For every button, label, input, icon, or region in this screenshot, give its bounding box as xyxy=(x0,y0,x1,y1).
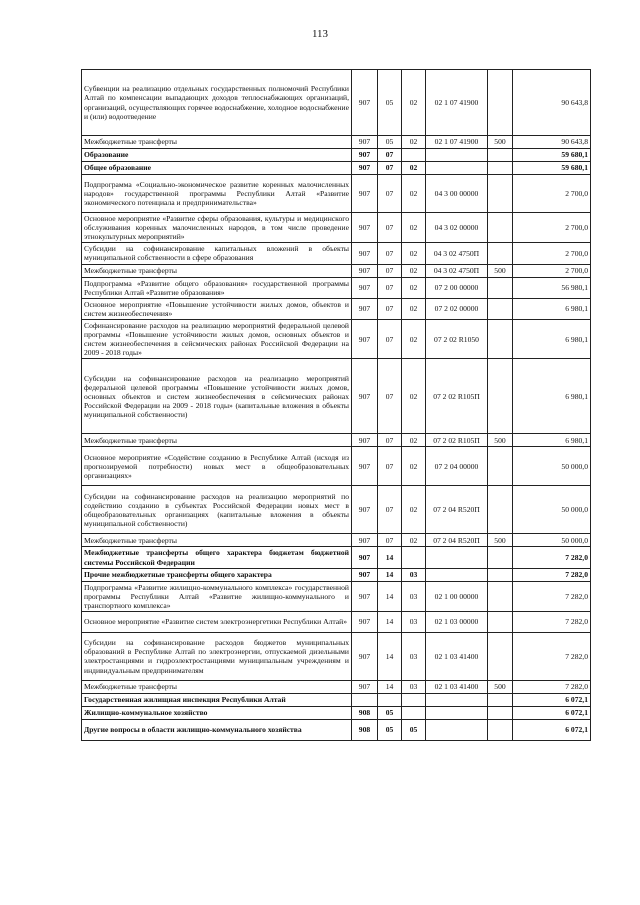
row-expense-type xyxy=(488,568,513,581)
row-amount: 6 980,1 xyxy=(513,298,591,319)
row-expense-type xyxy=(488,70,513,136)
table-row xyxy=(82,706,591,719)
row-grbs-code: 907 xyxy=(352,264,378,277)
row-section-code: 07 xyxy=(378,534,402,547)
row-grbs-code: 907 xyxy=(352,213,378,243)
row-subsection-code: 03 xyxy=(402,568,426,581)
row-grbs-code: 907 xyxy=(352,136,378,149)
row-amount: 7 282,0 xyxy=(513,581,591,611)
row-subsection-code: 02 xyxy=(402,70,426,136)
row-expense-type: 500 xyxy=(488,434,513,447)
row-name: Межбюджетные трансферты xyxy=(82,680,352,693)
row-amount: 50 000,0 xyxy=(513,447,591,486)
row-amount: 2 700,0 xyxy=(513,175,591,213)
row-grbs-code: 908 xyxy=(352,706,378,719)
row-expense-type xyxy=(488,693,513,706)
row-amount: 90 643,8 xyxy=(513,70,591,136)
row-grbs-code: 907 xyxy=(352,447,378,486)
row-expense-type xyxy=(488,581,513,611)
row-subsection-code xyxy=(402,706,426,719)
table-row xyxy=(82,359,591,434)
table-row xyxy=(82,175,591,213)
row-section-code: 05 xyxy=(378,719,402,740)
row-name: Межбюджетные трансферты xyxy=(82,264,352,277)
row-expense-type: 500 xyxy=(488,264,513,277)
table-row xyxy=(82,277,591,298)
table-row xyxy=(82,693,591,706)
row-amount: 90 643,8 xyxy=(513,136,591,149)
row-target-article xyxy=(426,568,488,581)
row-section-code: 14 xyxy=(378,547,402,568)
row-target-article: 04 3 02 00000 xyxy=(426,213,488,243)
row-section-code: 14 xyxy=(378,568,402,581)
row-name: Субсидии на софинансирование расходов на реализацию мероприятий федеральной целевой программы «Повышение устойчивости жилых домов, основных объектов и систем жизнеобеспечения в сейсмических районах Российской Федерации на 2009 - 2018 годы» (капитальные вложения в объекты муниципальной собственности) xyxy=(82,359,352,434)
row-section-code: 14 xyxy=(378,632,402,680)
row-expense-type xyxy=(488,243,513,264)
row-amount: 7 282,0 xyxy=(513,611,591,632)
row-name: Основное мероприятие «Развитие сферы образования, культуры и медицинского обслуживания коренных малочисленных народов, в том числе проведение этнокультурных мероприятий» xyxy=(82,213,352,243)
row-section-code: 07 xyxy=(378,149,402,162)
row-grbs-code: 907 xyxy=(352,70,378,136)
table-row xyxy=(82,213,591,243)
page-number: 113 xyxy=(311,28,329,40)
row-name: Софинансирование расходов на реализацию мероприятий федеральной целевой программы «Повышение устойчивости жилых домов, основных объектов и систем жизнеобеспечения в сейсмических районах Российской Федерации на 2009 - 2018 годы» xyxy=(82,319,352,358)
table-row xyxy=(82,447,591,486)
row-subsection-code xyxy=(402,693,426,706)
row-target-article: 02 1 00 00000 xyxy=(426,581,488,611)
table-row xyxy=(82,149,591,162)
row-amount: 7 282,0 xyxy=(513,680,591,693)
row-grbs-code: 907 xyxy=(352,486,378,534)
row-grbs-code xyxy=(352,693,378,706)
row-expense-type xyxy=(488,611,513,632)
table-row xyxy=(82,243,591,264)
row-subsection-code: 03 xyxy=(402,581,426,611)
row-amount: 6 980,1 xyxy=(513,434,591,447)
row-name: Основное мероприятие «Повышение устойчивости жилых домов, объектов и систем жизнеобеспечения» xyxy=(82,298,352,319)
row-subsection-code: 02 xyxy=(402,136,426,149)
row-target-article: 02 1 03 41400 xyxy=(426,680,488,693)
row-amount: 2 700,0 xyxy=(513,213,591,243)
table-row xyxy=(82,319,591,358)
row-target-article: 07 2 02 R105П xyxy=(426,359,488,434)
row-grbs-code: 907 xyxy=(352,680,378,693)
row-subsection-code xyxy=(402,547,426,568)
row-target-article: 02 1 03 41400 xyxy=(426,632,488,680)
row-subsection-code: 02 xyxy=(402,359,426,434)
row-section-code: 07 xyxy=(378,434,402,447)
row-section-code: 07 xyxy=(378,175,402,213)
row-section-code: 07 xyxy=(378,359,402,434)
row-name: Общее образование xyxy=(82,162,352,175)
row-grbs-code: 907 xyxy=(352,632,378,680)
row-subsection-code: 02 xyxy=(402,162,426,175)
row-amount: 6 072,1 xyxy=(513,719,591,740)
table-row xyxy=(82,632,591,680)
row-section-code: 07 xyxy=(378,447,402,486)
row-name: Субсидии на софинансирование капитальных вложений в объекты муниципальной собственности в сфере образования xyxy=(82,243,352,264)
row-grbs-code: 908 xyxy=(352,719,378,740)
row-amount: 6 980,1 xyxy=(513,319,591,358)
row-name: Подпрограмма «Социально-экономическое развитие коренных малочисленных народов» государственной программы Республики Алтай «Развитие экономического потенциала и предпринимательства» xyxy=(82,175,352,213)
row-expense-type xyxy=(488,298,513,319)
row-amount: 6 980,1 xyxy=(513,359,591,434)
row-expense-type xyxy=(488,719,513,740)
row-expense-type xyxy=(488,319,513,358)
row-subsection-code: 02 xyxy=(402,319,426,358)
row-subsection-code: 02 xyxy=(402,175,426,213)
table-row xyxy=(82,70,591,136)
row-target-article: 04 3 00 00000 xyxy=(426,175,488,213)
row-target-article: 04 3 02 4750П xyxy=(426,243,488,264)
row-amount: 2 700,0 xyxy=(513,243,591,264)
row-target-article: 07 2 02 00000 xyxy=(426,298,488,319)
table-row xyxy=(82,136,591,149)
row-subsection-code: 02 xyxy=(402,213,426,243)
row-name: Субсидии на софинансирование расходов на реализацию мероприятий по содействию созданию в субъектах Российской Федерации новых мест в общеобразовательных организациях (капитальные вложения в объекты муниципальной собственности) xyxy=(82,486,352,534)
row-subsection-code: 03 xyxy=(402,680,426,693)
row-section-code: 05 xyxy=(378,70,402,136)
row-section-code: 07 xyxy=(378,243,402,264)
row-amount: 59 680,1 xyxy=(513,149,591,162)
table-row xyxy=(82,680,591,693)
row-subsection-code: 02 xyxy=(402,298,426,319)
table-row xyxy=(82,486,591,534)
row-grbs-code: 907 xyxy=(352,243,378,264)
row-section-code: 07 xyxy=(378,162,402,175)
table-row xyxy=(82,568,591,581)
row-target-article: 02 1 07 41900 xyxy=(426,136,488,149)
budget-table xyxy=(81,69,591,741)
row-subsection-code: 05 xyxy=(402,719,426,740)
row-target-article: 07 2 04 00000 xyxy=(426,447,488,486)
row-name: Государственная жилищная инспекция Республики Алтай xyxy=(82,693,352,706)
row-target-article xyxy=(426,547,488,568)
row-section-code: 07 xyxy=(378,319,402,358)
row-name: Межбюджетные трансферты xyxy=(82,534,352,547)
row-name: Межбюджетные трансферты общего характера бюджетам бюджетной системы Российской Федерации xyxy=(82,547,352,568)
row-grbs-code: 907 xyxy=(352,547,378,568)
row-target-article: 07 2 02 R105П xyxy=(426,434,488,447)
row-name: Основное мероприятие «Развитие систем электроэнергетики Республики Алтай» xyxy=(82,611,352,632)
row-subsection-code: 02 xyxy=(402,434,426,447)
row-section-code: 07 xyxy=(378,486,402,534)
row-section-code: 14 xyxy=(378,611,402,632)
row-name: Жилищно-коммунальное хозяйство xyxy=(82,706,352,719)
row-grbs-code: 907 xyxy=(352,298,378,319)
row-target-article xyxy=(426,693,488,706)
row-subsection-code: 02 xyxy=(402,243,426,264)
row-expense-type xyxy=(488,547,513,568)
row-subsection-code: 02 xyxy=(402,277,426,298)
row-target-article: 07 2 02 R1050 xyxy=(426,319,488,358)
row-target-article: 07 2 00 00000 xyxy=(426,277,488,298)
row-name: Образование xyxy=(82,149,352,162)
table-row xyxy=(82,547,591,568)
row-expense-type xyxy=(488,447,513,486)
row-amount: 56 980,1 xyxy=(513,277,591,298)
row-grbs-code: 907 xyxy=(352,568,378,581)
row-expense-type xyxy=(488,213,513,243)
table-row xyxy=(82,434,591,447)
row-amount: 50 000,0 xyxy=(513,534,591,547)
table-row xyxy=(82,298,591,319)
row-grbs-code: 907 xyxy=(352,162,378,175)
row-name: Субвенции на реализацию отдельных государственных полномочий Республики Алтай по компенсации выпадающих доходов теплоснабжающих организаций, организаций, осуществляющих горячее водоснабжение, холодное водоснабжение и (или) водоотведение xyxy=(82,70,352,136)
row-subsection-code: 02 xyxy=(402,534,426,547)
row-subsection-code: 03 xyxy=(402,632,426,680)
row-name: Основное мероприятие «Содействие созданию в Республике Алтай (исходя из прогнозируемой потребности) новых мест в общеобразовательных организациях» xyxy=(82,447,352,486)
row-target-article xyxy=(426,719,488,740)
row-target-article xyxy=(426,162,488,175)
row-expense-type xyxy=(488,149,513,162)
row-amount: 7 282,0 xyxy=(513,547,591,568)
row-expense-type: 500 xyxy=(488,680,513,693)
row-subsection-code xyxy=(402,149,426,162)
row-section-code: 05 xyxy=(378,706,402,719)
row-subsection-code: 02 xyxy=(402,486,426,534)
table-row xyxy=(82,611,591,632)
row-grbs-code: 907 xyxy=(352,175,378,213)
row-name: Межбюджетные трансферты xyxy=(82,434,352,447)
row-amount: 6 072,1 xyxy=(513,706,591,719)
table-row xyxy=(82,719,591,740)
row-amount: 6 072,1 xyxy=(513,693,591,706)
row-expense-type xyxy=(488,162,513,175)
table-row xyxy=(82,581,591,611)
row-target-article: 02 1 07 41900 xyxy=(426,70,488,136)
row-target-article: 04 3 02 4750П xyxy=(426,264,488,277)
row-target-article xyxy=(426,706,488,719)
row-section-code: 07 xyxy=(378,298,402,319)
row-target-article: 07 2 04 R520П xyxy=(426,486,488,534)
table-row xyxy=(82,264,591,277)
row-amount: 7 282,0 xyxy=(513,632,591,680)
row-name: Другие вопросы в области жилищно-коммунального хозяйства xyxy=(82,719,352,740)
row-grbs-code: 907 xyxy=(352,319,378,358)
row-amount: 7 282,0 xyxy=(513,568,591,581)
row-grbs-code: 907 xyxy=(352,434,378,447)
row-grbs-code: 907 xyxy=(352,581,378,611)
row-section-code xyxy=(378,693,402,706)
row-grbs-code: 907 xyxy=(352,611,378,632)
row-target-article: 02 1 03 00000 xyxy=(426,611,488,632)
row-name: Межбюджетные трансферты xyxy=(82,136,352,149)
table-row xyxy=(82,162,591,175)
table-row xyxy=(82,534,591,547)
row-subsection-code: 02 xyxy=(402,447,426,486)
row-subsection-code: 03 xyxy=(402,611,426,632)
row-subsection-code: 02 xyxy=(402,264,426,277)
row-name: Подпрограмма «Развитие общего образования» государственной программы Республики Алтай «Развитие образования» xyxy=(82,277,352,298)
row-grbs-code: 907 xyxy=(352,277,378,298)
row-section-code: 07 xyxy=(378,264,402,277)
row-section-code: 07 xyxy=(378,277,402,298)
row-section-code: 14 xyxy=(378,680,402,693)
row-amount: 50 000,0 xyxy=(513,486,591,534)
row-grbs-code: 907 xyxy=(352,534,378,547)
row-expense-type xyxy=(488,632,513,680)
row-amount: 59 680,1 xyxy=(513,162,591,175)
row-expense-type xyxy=(488,359,513,434)
row-expense-type: 500 xyxy=(488,136,513,149)
row-target-article: 07 2 04 R520П xyxy=(426,534,488,547)
row-expense-type xyxy=(488,277,513,298)
row-section-code: 07 xyxy=(378,213,402,243)
row-section-code: 05 xyxy=(378,136,402,149)
row-grbs-code: 907 xyxy=(352,359,378,434)
row-expense-type: 500 xyxy=(488,534,513,547)
row-grbs-code: 907 xyxy=(352,149,378,162)
row-name: Подпрограмма «Развитие жилищно-коммунального комплекса» государственной программы Республики Алтай «Развитие жилищно-коммунального и транспортного комплекса» xyxy=(82,581,352,611)
row-name: Прочие межбюджетные трансферты общего характера xyxy=(82,568,352,581)
row-expense-type xyxy=(488,706,513,719)
row-name: Субсидии на софинансирование расходов бюджетов муниципальных образований в Республике Алтай по электроэнергии, отпускаемой дизельными электростанциями и гидроэлектростанциями муниципальным учреждениям и индивидуальным предпринимателям xyxy=(82,632,352,680)
row-section-code: 14 xyxy=(378,581,402,611)
row-expense-type xyxy=(488,486,513,534)
row-amount: 2 700,0 xyxy=(513,264,591,277)
row-expense-type xyxy=(488,175,513,213)
row-target-article xyxy=(426,149,488,162)
